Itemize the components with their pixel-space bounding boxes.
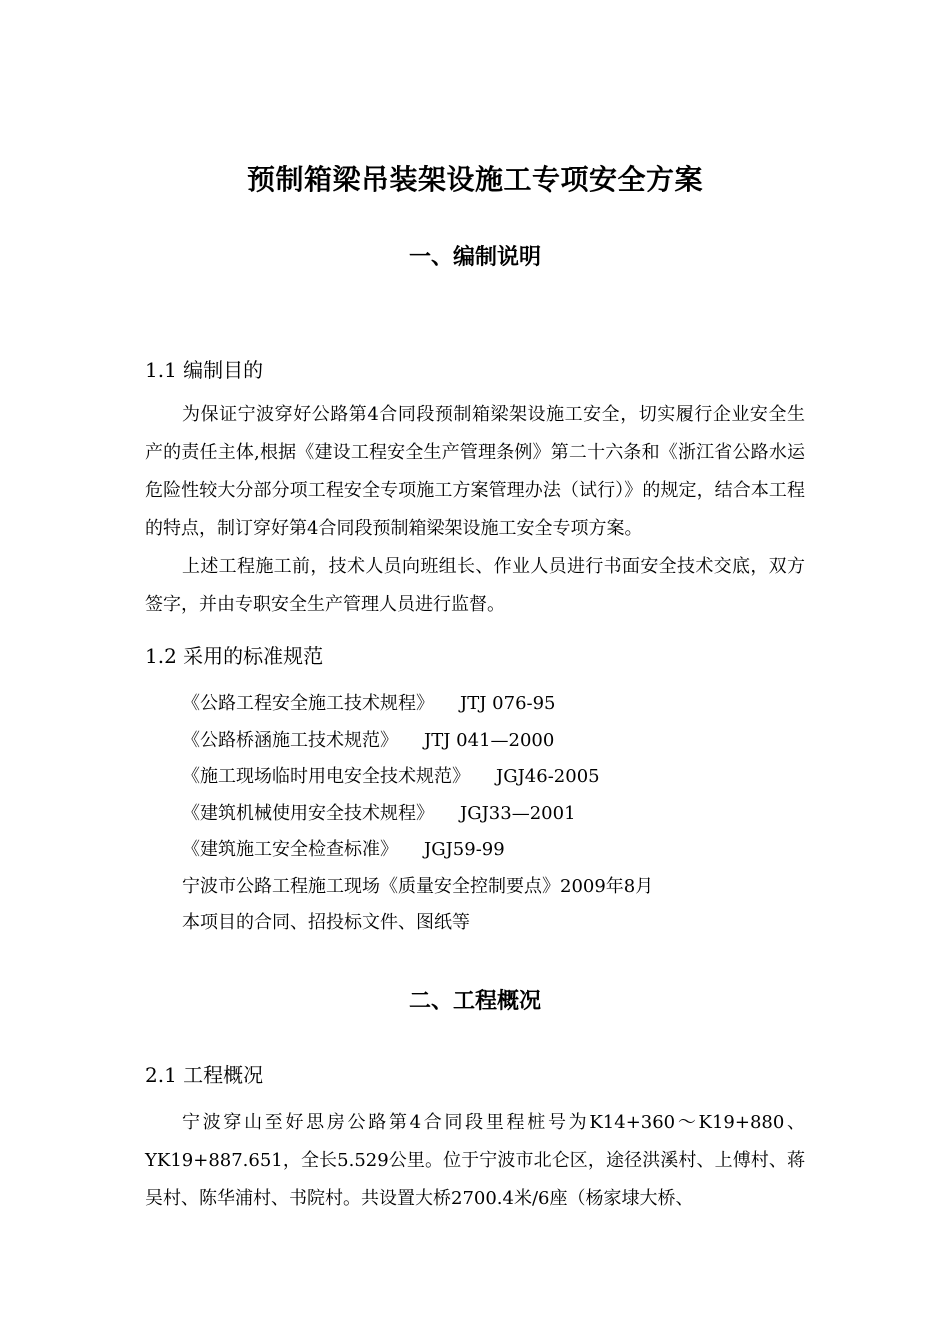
- standard-item: [182, 686, 653, 723]
- standard-name: 《建筑机械使用安全技术规程》: [182, 802, 434, 824]
- document-title: 预制箱梁吊装架设施工专项安全方案: [246, 163, 703, 196]
- standard-item: [182, 905, 653, 942]
- paragraph-purpose: 为保证宁波穿好公路第4合同段预制箱梁架设施工安全，切实履行企业安全生产的责任主体,根据《建设工程安全生产管理条例》第二十六条和《浙江省公路水运危险性较大分部分项工程安全专项施工方案管理办法（试行）》的规定，结合本工程的特点，制订穿好第4合同段预制箱梁架设施工安全专项方案。: [145, 404, 805, 539]
- subsection-heading-1-1: 1.1 编制目的: [145, 358, 264, 382]
- subsection-heading-2-1: 2.1 工程概况: [145, 1063, 264, 1087]
- standard-name: 宁波市公路工程施工现场《质量安全控制要点》2009年8月: [182, 875, 654, 897]
- paragraph-overview: 宁波穿山至好思房公路第4合同段里程桩号为K14+360～K19+880、YK19+887.651，全长5.529公里。位于宁波市北仑区，途径洪溪村、上傅村、蒋吴村、陈华浦村、书院村。共设置大桥2700.4米/6座（杨家埭大桥、: [145, 1112, 805, 1209]
- standard-item: [182, 832, 653, 869]
- standard-item: [182, 723, 653, 760]
- standard-code: JGJ59-99: [424, 839, 505, 860]
- standard-name: 本项目的合同、招投标文件、图纸等: [182, 912, 470, 933]
- section-heading-1: 一、编制说明: [408, 245, 541, 270]
- subsection-heading-1-2: 1.2 采用的标准规范: [145, 644, 324, 668]
- standard-code: JGJ33—2001: [460, 802, 576, 824]
- standard-code: JTJ 041—2000: [424, 729, 555, 751]
- standard-item: [182, 759, 653, 796]
- standard-item: [182, 796, 653, 833]
- standard-code: JGJ46-2005: [496, 766, 600, 787]
- standard-name: 《建筑施工安全检查标准》: [182, 839, 398, 860]
- standard-name: 《施工现场临时用电安全技术规范》: [182, 766, 470, 787]
- standards-list: [182, 686, 653, 942]
- standard-name: 《公路工程安全施工技术规程》: [182, 693, 434, 714]
- standard-name: 《公路桥涵施工技术规范》: [182, 729, 398, 751]
- standard-item: [182, 869, 653, 906]
- section-heading-2: 二、工程概况: [408, 989, 541, 1014]
- standard-code: JTJ 076-95: [460, 693, 556, 714]
- paragraph-disclosure: 上述工程施工前，技术人员向班组长、作业人员进行书面安全技术交底，双方签字，并由专职安全生产管理人员进行监督。: [145, 556, 805, 615]
